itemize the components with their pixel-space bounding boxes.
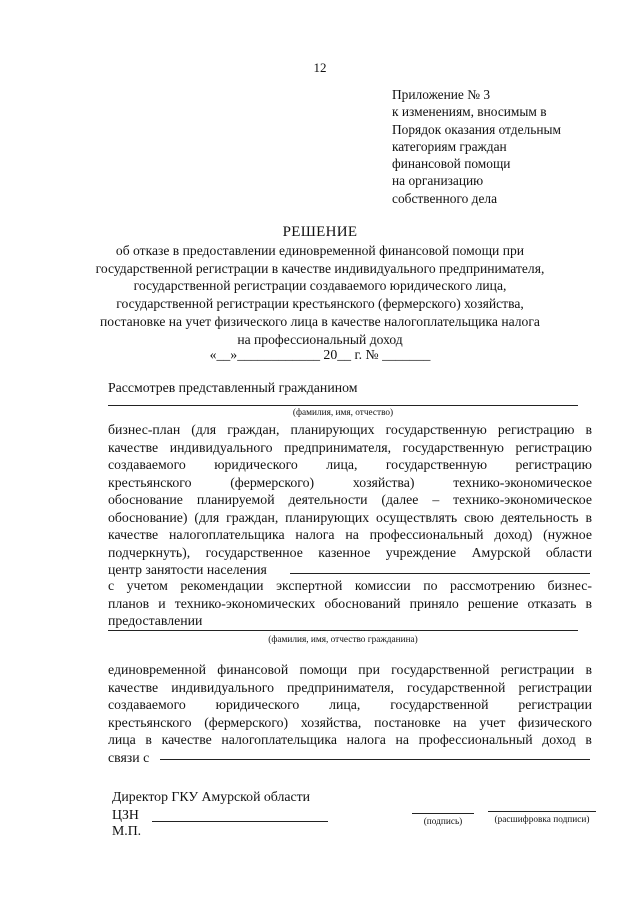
appendix-line: финансовой помощи [392, 156, 511, 172]
word: учреждение [385, 544, 457, 560]
fio-citizen-caption: (фамилия, имя, отчество гражданина) [268, 635, 418, 645]
word: учет [479, 714, 506, 730]
text-line-czn: центр занятости населения [108, 562, 267, 577]
appendix-line: на организацию [392, 173, 484, 189]
document-subtitle [80, 242, 560, 348]
paragraph-commission [108, 577, 592, 630]
word: лица, [326, 457, 358, 472]
word: государственной [407, 679, 506, 695]
word: хозяйства, [300, 714, 362, 730]
word: граждан, [227, 422, 280, 437]
word: рекомендации [180, 578, 264, 593]
word: (далее [381, 492, 419, 507]
page-number: 12 [313, 60, 327, 75]
paragraph-business-plan [108, 421, 592, 579]
word: учетом [126, 578, 168, 593]
word: налога [346, 732, 386, 747]
signature-decode-caption: (расшифровка подписи) [494, 815, 590, 825]
word: лица [108, 732, 136, 747]
word: с [108, 578, 115, 593]
word: (для [194, 509, 220, 525]
word: государственную [385, 422, 487, 437]
director-name-line [152, 821, 328, 822]
word: области [545, 544, 592, 560]
word: (фермерского) [204, 714, 289, 730]
word: государственную [402, 439, 504, 455]
subtitle-line: государственной регистрации создаваемого юридического лица, [133, 278, 507, 294]
reason-field-line [160, 759, 590, 760]
word: планов [108, 595, 150, 611]
appendix-line: Порядок оказания отдельным [392, 121, 561, 137]
word: помощи [299, 662, 348, 677]
considered-line [108, 379, 592, 397]
word: планируемой [196, 492, 275, 507]
word: комиссии [354, 578, 411, 593]
czn-field-line [290, 573, 590, 574]
word: создаваемого [108, 457, 186, 472]
appendix-block [392, 86, 612, 207]
word: в [145, 732, 152, 747]
considered-text: Рассмотрев представленный гражданином [108, 380, 358, 395]
word: создаваемого [108, 697, 186, 712]
word: обоснование) [108, 509, 188, 525]
word: регистрацию [497, 422, 575, 437]
word: в [585, 422, 592, 437]
word: деятельности [288, 492, 368, 507]
word: индивидуального [169, 439, 273, 455]
word: технико-экономическое [453, 492, 592, 507]
text-line [108, 439, 592, 457]
word: качестве [108, 527, 159, 542]
word: в [585, 662, 592, 677]
word: постановке [374, 714, 441, 730]
word: граждан, [226, 509, 279, 525]
text-line [108, 595, 592, 613]
text-line [108, 421, 592, 439]
word: в [585, 509, 592, 525]
word: казенное [318, 544, 371, 560]
appendix-line: категориям граждан [392, 138, 507, 154]
word: бизнес- [547, 578, 592, 593]
word: (фермерского) [230, 474, 315, 490]
text-line [108, 474, 592, 492]
date-number-line: «__»____________ 20__ г. № _______ [209, 347, 431, 362]
word: физического [518, 714, 592, 730]
word: лица, [329, 697, 361, 712]
word: планирующих [285, 509, 370, 525]
word: предпринимателя, [287, 679, 394, 695]
word: (для [191, 422, 217, 437]
word: – [432, 492, 440, 507]
word: по [423, 578, 438, 593]
word: крестьянского [108, 474, 192, 490]
word: подчеркнуть), [108, 544, 191, 560]
word: профессиональный [369, 527, 484, 542]
text-line [108, 544, 592, 562]
word: государственную [385, 457, 488, 472]
word: регистрацию [515, 457, 592, 472]
word: юридического [215, 697, 300, 712]
subtitle-line: постановке на учет физического лица в качестве налогоплательщика налога [100, 313, 540, 329]
word: свою [464, 509, 494, 525]
fio-citizen-field-line [108, 630, 578, 631]
text-line: предоставлении [108, 613, 203, 628]
word: решение [467, 595, 519, 611]
appendix-line: собственного дела [392, 190, 498, 206]
text-line [108, 526, 592, 544]
text-line [108, 456, 592, 474]
signature-field-line [412, 813, 474, 814]
word: налогоплательщика [221, 732, 338, 747]
word: хозяйства) [352, 474, 415, 490]
word: деятельность [500, 509, 579, 525]
word: качестве [108, 679, 159, 695]
appendix-line: к изменениям, вносимым в [392, 104, 547, 120]
word: государственной [390, 697, 489, 712]
word: в [585, 595, 592, 611]
paragraph-refusal [108, 661, 592, 766]
word: планирующих [290, 422, 375, 437]
word: качестве [161, 732, 212, 747]
text-line-reason: связи с [108, 749, 150, 765]
fio-field-line [108, 405, 578, 406]
director-title: Директор ГКУ Амурской области [112, 789, 311, 804]
word: обоснований [324, 595, 401, 611]
word: финансовой [217, 662, 289, 677]
stamp-label: М.П. [112, 823, 142, 838]
text-line [108, 731, 592, 749]
word: Амурской [471, 544, 531, 560]
subtitle-line: об отказе в предоставлении единовременной финансовой помощи при [115, 243, 525, 258]
subtitle-line: государственной регистрации в качестве индивидуального предпринимателя, [95, 260, 545, 276]
word: на [453, 714, 467, 730]
word: индивидуального [171, 679, 274, 695]
word: технико-экономическое [453, 474, 592, 490]
word: в [585, 732, 592, 747]
subtitle-line: на профессиональный доход [237, 331, 403, 347]
text-line [108, 577, 592, 595]
czn-label: ЦЗН [112, 807, 139, 822]
word: качестве [108, 439, 159, 455]
word: налогоплательщика [168, 527, 285, 542]
subtitle-line: государственной регистрации крестьянского (фермерского) хозяйства, [116, 296, 524, 312]
document-title: РЕШЕНИЕ [282, 224, 358, 240]
word: на [345, 527, 359, 542]
word: крестьянского [108, 714, 192, 730]
word: юридического [214, 457, 298, 472]
word: государственное [205, 544, 303, 560]
word: отказать [527, 595, 577, 611]
word: технико-экономических [174, 595, 316, 611]
text-line [108, 714, 592, 732]
word: государственной [391, 662, 490, 677]
word: регистрации [500, 662, 575, 677]
appendix-line: Приложение № 3 [392, 87, 491, 102]
word: бизнес-план [108, 422, 181, 437]
signature-caption: (подпись) [423, 817, 463, 827]
word: (нужное [543, 527, 592, 542]
word: экспертной [276, 578, 343, 593]
text-line [108, 661, 592, 679]
word: и [158, 595, 166, 611]
word: регистрации [518, 697, 592, 712]
text-line [108, 491, 592, 509]
word: на [395, 732, 410, 747]
word: предпринимателя, [284, 439, 392, 455]
word: регистрации [518, 679, 592, 695]
word: налога [295, 527, 335, 542]
word: осуществлять [376, 509, 458, 525]
word: доход) [494, 527, 533, 542]
text-line [108, 679, 592, 697]
word: при [358, 662, 380, 677]
word: единовременной [108, 662, 207, 677]
text-line [108, 696, 592, 714]
word: рассмотрению [450, 578, 536, 593]
word: регистрацию [515, 439, 592, 455]
text-line [108, 509, 592, 527]
word: профессиональный [418, 732, 533, 747]
word: приняло [409, 595, 459, 611]
word: обоснование [108, 492, 183, 507]
word: доход [542, 732, 576, 747]
signature-decode-field-line [488, 811, 596, 812]
fio-caption: (фамилия, имя, отчество) [292, 408, 394, 418]
